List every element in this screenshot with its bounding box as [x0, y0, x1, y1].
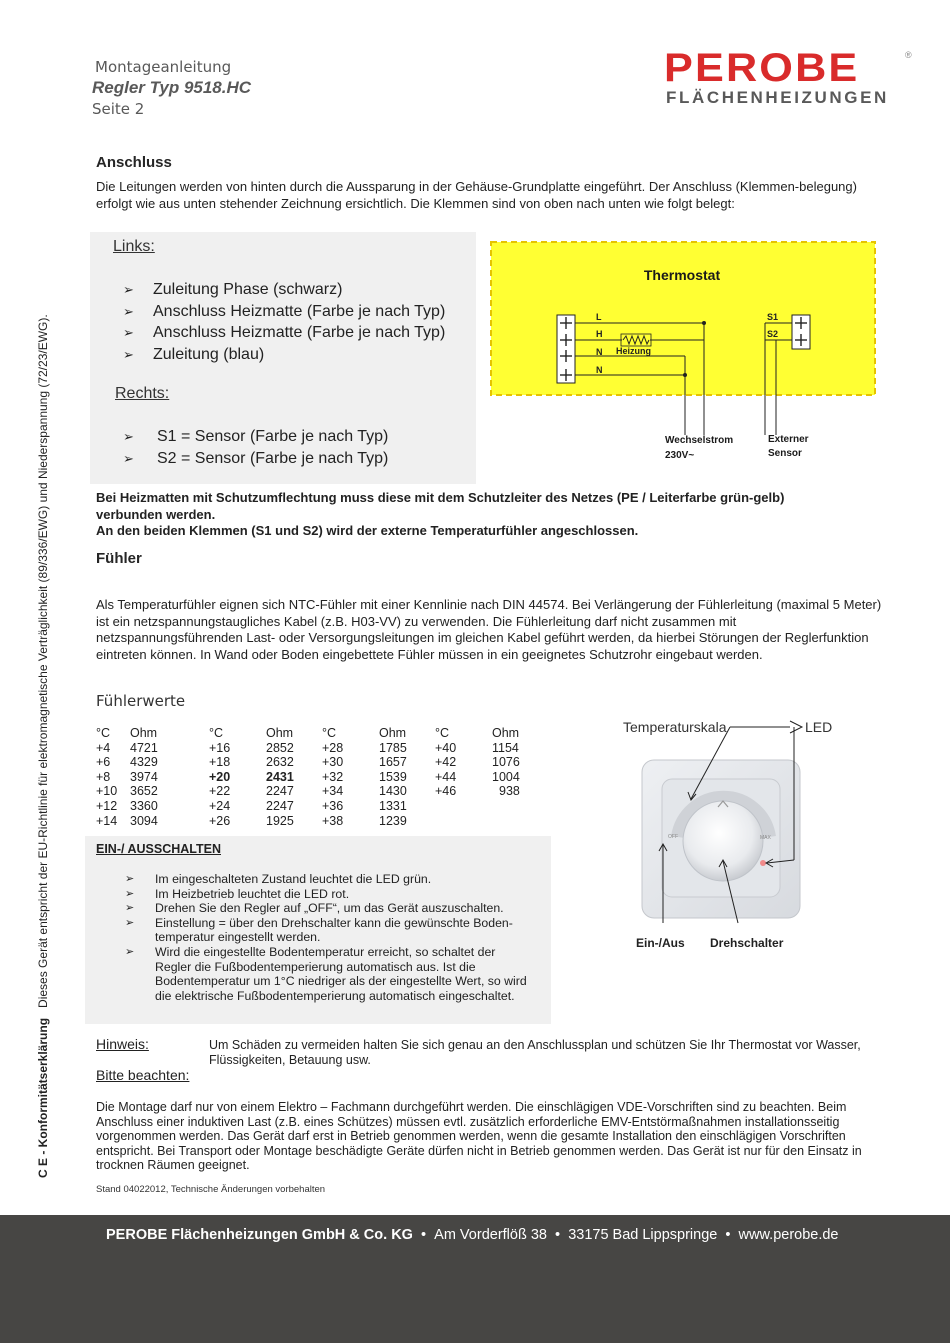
- footer-city: 33175 Bad Lippspringe: [568, 1227, 718, 1243]
- list-item: ➢ Einstellung = über den Drehschalter kann die gewünschte Boden-temperatur eingestellt werden.: [125, 915, 513, 945]
- arrow-right-icon: [790, 721, 802, 733]
- table-row: +12 3360 +24 2247 +36 1331: [96, 798, 407, 813]
- thermostat-housing: [491, 242, 875, 395]
- arrow-bullet-icon: ➢: [123, 303, 134, 319]
- wechselstrom-label: Wechselstrom: [665, 435, 734, 446]
- arrow-bullet-icon: ➢: [125, 945, 135, 958]
- footer-separator: •: [421, 1227, 427, 1243]
- list-item: ➢ Wird die eingestellte Bodentemperatur erreicht, so schaltet der Regler die Fußbodentemperierung automatisch aus. Ist die Bodentemperatur um 1°C niedriger als der eingestellte Wert, so wird die elektrische Fußbodentemperierung automatisch eingeschaltet.: [125, 944, 527, 1003]
- led-label: LED: [805, 719, 833, 735]
- rechts-list: [123, 426, 388, 469]
- dial-max-label: MAX: [760, 835, 771, 841]
- footer-company: PEROBE Flächenheizungen GmbH & Co. KG: [106, 1227, 413, 1243]
- ein-aus-list: [125, 872, 535, 1003]
- perobe-logo: PEROBE: [664, 46, 860, 90]
- arrow-bullet-icon: ➢: [123, 282, 134, 297]
- arrow-bullet-icon: ➢: [123, 429, 134, 444]
- hinweis-text: Um Schäden zu vermeiden halten Sie sich genau an den Anschlussplan und schützen Sie Ihr Thermostat vor Wasser, Flüssigkeiten, Betauung usw.: [209, 1038, 861, 1067]
- list-item: ➢ S1 = Sensor (Farbe je nach Typ): [123, 426, 388, 448]
- voltage-label: 230V~: [665, 450, 695, 461]
- list-item: ➢ Zuleitung Phase (schwarz): [123, 279, 445, 301]
- table-header-row: °C Ohm °C Ohm °C Ohm °C Ohm: [96, 726, 520, 740]
- anschluss-heading: Anschluss: [96, 154, 172, 171]
- arrow-bullet-icon: ➢: [123, 347, 134, 363]
- fuehler-heading: Fühler: [96, 550, 142, 567]
- footer-separator: •: [725, 1227, 731, 1243]
- externer-label: Externer: [768, 434, 809, 445]
- bitte-beachten-label: Bitte beachten:: [96, 1067, 190, 1083]
- registered-mark: ®: [905, 50, 912, 60]
- doc-subtitle: Montageanleitung: [95, 58, 232, 76]
- list-item: ➢ Drehen Sie den Regler auf „OFF“, um das Gerät auszuschalten.: [125, 901, 504, 916]
- page-number: Seite 2: [92, 100, 145, 118]
- list-item: ➢ S2 = Sensor (Farbe je nach Typ): [123, 448, 388, 470]
- footer-street: Am Vorderflöß 38: [434, 1227, 547, 1243]
- side-conformity-body: Dieses Gerät entspricht der EU-Richtlinie für elektromagnetische Verträglichkeit (89/336/EWG) und Niederspannung (72/23/EWG).: [36, 314, 50, 1008]
- rechts-label: Rechts:: [115, 385, 170, 402]
- footer-website[interactable]: www.perobe.de: [738, 1227, 839, 1243]
- table-row: +8 3974 +20 2431 +32 1539 +44 1004: [96, 769, 520, 784]
- list-item: ➢ Anschluss Heizmatte (Farbe je nach Typ): [123, 322, 445, 344]
- drehschalter-label: Drehschalter: [710, 936, 784, 950]
- list-item: ➢ Zuleitung (blau): [123, 344, 445, 366]
- list-item: ➢ Anschluss Heizmatte (Farbe je nach Typ): [123, 301, 445, 323]
- dial-off-label: OFF: [668, 834, 678, 840]
- hinweis-label: Hinweis:: [96, 1036, 149, 1052]
- side-conformity-text: [36, 248, 54, 1178]
- links-label: Links:: [113, 238, 155, 255]
- side-conformity-bold: C E - Konformitätserklärung: [36, 1017, 50, 1178]
- arrow-bullet-icon: ➢: [125, 887, 135, 900]
- fuehlerwerte-table: [96, 726, 542, 828]
- schutzleiter-note: Bei Heizmatten mit Schutzumflechtung muss diese mit dem Schutzleiter des Netzes (PE / Leiterfarbe grün-gelb) verbunden werden.: [96, 490, 785, 522]
- wiring-diagram: [490, 240, 880, 465]
- montage-paragraph: Die Montage darf nur von einem Elektro – Fachmann durchgeführt werden. Die einschlägigen VDE-Vorschriften sind zu beachten. Beim Anschluss einer induktiven Last (z.B. eines Schützes) müssen evtl. zusätzlich erforderliche EMV-Entstörmaßnahmen installationsseitig vorgenommen werden. Das Gerät darf erst in Betrieb genommen werden, wenn die gesamte Installation den einschlägigen Vorschriften entspricht. Bei Transport oder Montage beschädigte Geräte dürfen nicht in Betrieb genommen werden. Das Gerät ist nur für den Einsatz in trocknen Räumen geeignet.: [96, 1100, 862, 1173]
- terminal-N2-label: N: [596, 365, 603, 375]
- terminal-S2-label: S2: [767, 329, 779, 339]
- stand-note: Stand 04022012, Technische Änderungen vorbehalten: [96, 1184, 326, 1195]
- terminal-N-label: N: [596, 347, 603, 357]
- arrow-bullet-icon: ➢: [123, 325, 134, 341]
- table-row: +4 4721 +16 2852 +28 1785 +40 1154: [96, 740, 519, 755]
- doc-title: Regler Typ 9518.HC: [92, 78, 252, 97]
- terminal-H-label: H: [596, 329, 603, 339]
- sensor-label: Sensor: [768, 448, 802, 459]
- fuehler-paragraph: Als Temperaturfühler eignen sich NTC-Fühler mit einer Kennlinie nach DIN 44574. Bei Verlängerung der Fühlerleitung (maximal 5 Meter) ist ein netzspannungstaugliches Kabel (z.B. H03-VV) zu verwenden. Die Fühlerleitung darf nicht zusammen mit netzspannungsführenden Last- oder Versorgungsleitungen im gleichen Kabel geführt werden, da hierbei Störungen der Reglerfunktion eintreten können. In Wand oder Boden eingebettete Fühler müssen in ein geeignetes Schutzrohr eingebaut werden.: [96, 597, 882, 662]
- list-item: ➢ Im Heizbetrieb leuchtet die LED rot.: [125, 886, 350, 901]
- logo-subtitle: FLÄCHENHEIZUNGEN: [666, 88, 889, 107]
- ein-aus-label: Ein-/Aus: [636, 936, 685, 950]
- fuehlerwerte-title: Fühlerwerte: [96, 692, 186, 710]
- arrow-bullet-icon: ➢: [125, 902, 135, 915]
- ein-aus-title: EIN-/ AUSSCHALTEN: [96, 842, 221, 856]
- arrow-bullet-icon: ➢: [125, 916, 135, 929]
- table-row: +6 4329 +18 2632 +30 1657 +42 1076: [96, 755, 520, 770]
- terminal-S1-label: S1: [767, 312, 779, 322]
- footer-address: [106, 1227, 839, 1243]
- heizung-label: Heizung: [616, 346, 651, 356]
- terminal-L-label: L: [596, 312, 602, 322]
- table-row: +10 3652 +22 2247 +34 1430 +46 938: [96, 784, 520, 799]
- footer-separator: •: [555, 1227, 561, 1243]
- sensor-terminals-note: An den beiden Klemmen (S1 und S2) wird der externe Temperaturfühler angeschlossen.: [96, 523, 639, 538]
- temperaturskala-label: Temperaturskala: [623, 719, 727, 735]
- diagram-title: Thermostat: [643, 267, 721, 283]
- anschluss-paragraph: Die Leitungen werden von hinten durch die Aussparung in der Gehäuse-Grundplatte eingeführt. Der Anschluss (Klemmen-belegung) erfolgt wie aus unten stehender Zeichnung ersichtlich. Die Klemmen sind von oben nach unten wie folgt belegt:: [96, 179, 857, 211]
- arrow-bullet-icon: ➢: [125, 873, 135, 885]
- list-item: ➢ Im eingeschalteten Zustand leuchtet die LED grün.: [125, 872, 432, 886]
- thermostat-device-illustration: [600, 715, 900, 955]
- links-list: [123, 279, 445, 366]
- table-row: +14 3094 +26 1925 +38 1239: [96, 813, 407, 828]
- rotary-knob: [683, 801, 763, 881]
- arrow-bullet-icon: ➢: [123, 450, 134, 466]
